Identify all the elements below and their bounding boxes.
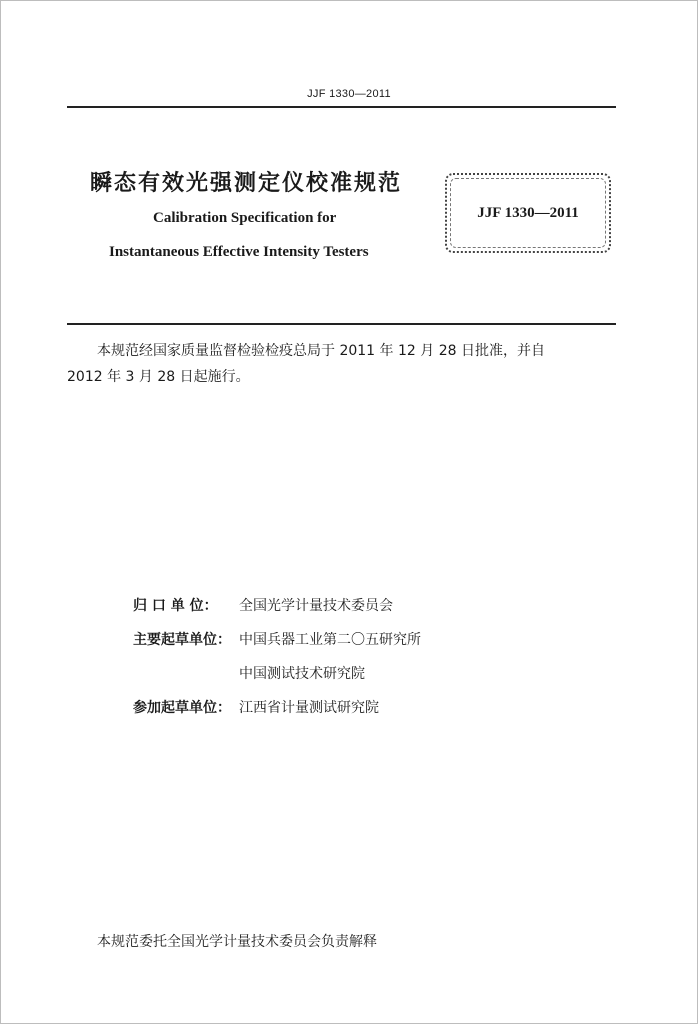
participating-value: 江西省计量测试研究院 [239, 700, 379, 716]
interpretation-note: 本规范委托全国光学计量技术委员会负责解释 [97, 934, 377, 950]
responsible-unit-value: 全国光学计量技术委员会 [239, 598, 393, 614]
responsible-unit-label: 归 口 单 位： [133, 598, 218, 614]
header-rule [67, 106, 616, 108]
org-row-main-drafting [133, 630, 421, 650]
title-english-line1: Calibration Specification for [153, 210, 337, 226]
main-drafting-label: 主要起草单位： [133, 632, 231, 648]
approval-statement [67, 338, 616, 390]
section-rule [67, 323, 616, 325]
title-english-line2: Instantaneous Effective Intensity Testers [109, 244, 369, 260]
org-row-main-drafting-2 [133, 664, 365, 684]
main-drafting-value-1: 中国兵器工业第二〇五研究所 [239, 632, 421, 648]
participating-label: 参加起草单位： [133, 700, 231, 716]
org-row-participating [133, 698, 379, 718]
org-row-responsible [133, 596, 393, 616]
code-box-text: JJF 1330—2011 [477, 205, 579, 221]
approval-line2: 2012 年 3 月 28 日起施行。 [67, 369, 250, 385]
approval-line1: 本规范经国家质量监督检验检疫总局于 2011 年 12 月 28 日批准，并自 [97, 343, 545, 359]
main-drafting-value-2: 中国测试技术研究院 [239, 666, 365, 682]
header-standard-code: JJF 1330—2011 [307, 88, 391, 100]
standard-code-box [445, 173, 611, 253]
title-chinese: 瞬态有效光强测定仪校准规范 [90, 171, 403, 196]
